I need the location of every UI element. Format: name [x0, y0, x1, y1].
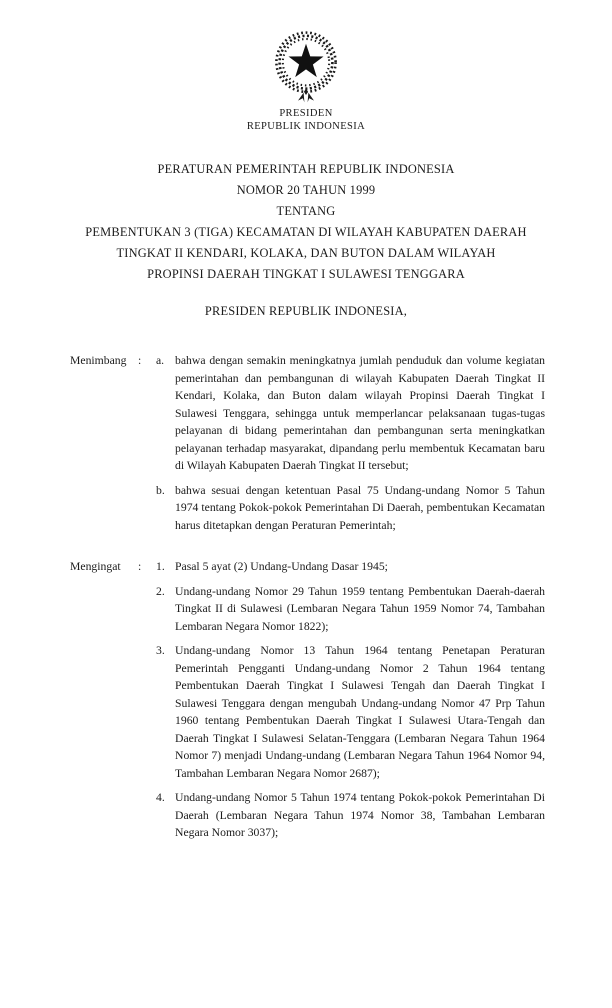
- mengingat-item-2-text: Undang-undang Nomor 29 Tahun 1959 tentang Pembentukan Daerah-daerah Tingkat II di Sulawesi (Lembaran Negara Tahun 1959 Nomor 74, Tambahan Lembaran Negara Nomor 1822);: [175, 584, 545, 633]
- title-subject-line-2: TINGKAT II KENDARI, KOLAKA, DAN BUTON DALAM WILAYAH: [116, 246, 496, 260]
- clause-menimbang-colon: :: [138, 354, 142, 367]
- mengingat-item-4-marker: 4.: [156, 791, 165, 804]
- presidential-seal-icon: [0, 26, 612, 104]
- menimbang-item-b-marker: b.: [156, 483, 165, 497]
- clause-mengingat: [70, 558, 545, 842]
- document-title-block: [0, 159, 612, 285]
- menimbang-item-a: [156, 352, 545, 475]
- title-subject-line-3: PROPINSI DAERAH TINGKAT I SULAWESI TENGGARA: [147, 267, 465, 281]
- title-tentang: TENTANG: [276, 204, 336, 218]
- mengingat-item-1-text: Pasal 5 ayat (2) Undang-Undang Dasar 1945;: [175, 560, 388, 573]
- clause-mengingat-label: Mengingat: [70, 560, 121, 573]
- clause-mengingat-items: [156, 558, 545, 842]
- mengingat-item-3-text: Undang-undang Nomor 13 Tahun 1964 tentang Penetapan Peraturan Pemerintah Pengganti Undang-undang Nomor 2 Tahun 1964 tentang Pembentukan Daerah Tingkat I Sulawesi Tengah dan Daerah Tingkat I Sulawesi Tenggara dengan mengubah Undang-undang Nomor 47 Prp Tahun 1960 tentang Pembentukan Daerah Tingkat I Sulawesi Utara-Tengah dan Daerah Tingkat I Sulawesi Selatan-Tenggara (Lembaran Negara Tahun 1964 Nomor 7) menjadi Undang-undang (Lembaran Negara Tahun 1964 Nomor 94, Tambahan Lembaran Negara Nomor 2687);: [175, 644, 545, 780]
- menimbang-item-b: [156, 482, 545, 535]
- menimbang-item-b-text: bahwa sesuai dengan ketentuan Pasal 75 Undang-undang Nomor 5 Tahun 1974 tentang Pokok-pokok Pemerintahan Di Daerah, pembentukan Kecamatan harus ditetapkan dengan Peraturan Pemerintah;: [175, 483, 545, 532]
- mengingat-item-2-marker: 2.: [156, 584, 165, 598]
- mengingat-item-4: [156, 789, 545, 842]
- letterhead-text: [0, 107, 612, 133]
- mengingat-item-1-marker: 1.: [156, 560, 165, 573]
- letterhead-republik-indonesia: REPUBLIK INDONESIA: [246, 121, 366, 132]
- mengingat-item-3: [156, 642, 545, 782]
- mengingat-item-2: [156, 583, 545, 636]
- clause-mengingat-colon: :: [138, 560, 142, 573]
- title-doc-type: PERATURAN PEMERINTAH REPUBLIK INDONESIA: [157, 162, 455, 176]
- mengingat-item-4-text: Undang-undang Nomor 5 Tahun 1974 tentang Pokok-pokok Pemerintahan Di Daerah (Lembaran Negara Tahun 1974 Nomor 38, Tambahan Lembaran Negara Nomor 3037);: [175, 791, 545, 839]
- clause-menimbang-label: Menimbang: [70, 354, 127, 367]
- menimbang-item-a-marker: a.: [156, 354, 165, 367]
- mengingat-item-3-marker: 3.: [156, 644, 165, 657]
- letterhead: [0, 0, 612, 133]
- mengingat-item-1: [156, 558, 545, 576]
- menimbang-item-a-text: bahwa dengan semakin meningkatnya jumlah penduduk dan volume kegiatan pemerintahan dan pembangunan di wilayah Kabupaten Daerah Tingkat II Kendari, Kolaka, dan Buton dalam wilayah Propinsi Daerah Tingkat I Sulawesi Tenggara, sehingga untuk memperlancar pelaksanaan tugas-tugas pelayanan di bidang pemerintahan dan pembangunan serta meningkatkan pelayanan terhadap masyarakat, dipandang perlu membentuk Kecamatan baru di Wilayah Kabupaten Daerah Tingkat II tersebut;: [175, 354, 545, 472]
- clause-menimbang-items: [156, 352, 545, 534]
- title-number: NOMOR 20 TAHUN 1999: [236, 183, 376, 197]
- clause-menimbang: [70, 352, 545, 534]
- salutation-line: PRESIDEN REPUBLIK INDONESIA,: [204, 304, 408, 318]
- document-body: [70, 352, 545, 842]
- letterhead-presiden: PRESIDEN: [279, 108, 333, 119]
- title-subject-line-1: PEMBENTUKAN 3 (TIGA) KECAMATAN DI WILAYAH KABUPATEN DAERAH: [85, 225, 527, 239]
